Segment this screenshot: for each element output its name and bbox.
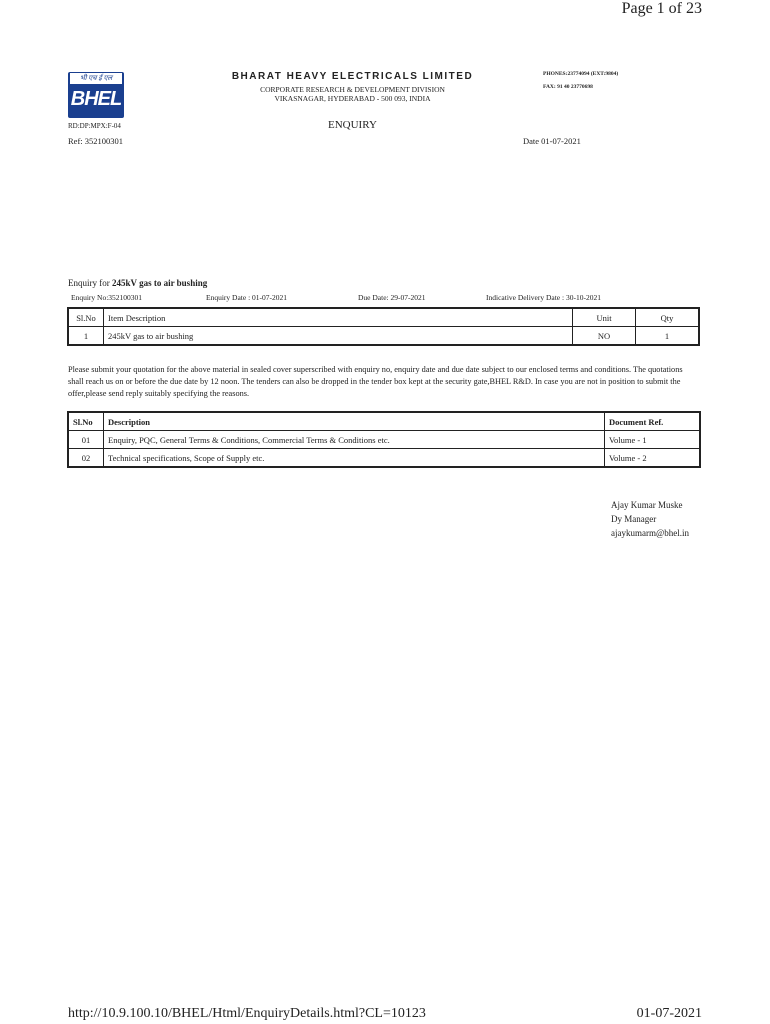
cell-document-ref: Volume - 1 bbox=[605, 431, 701, 449]
col-qty: Qty bbox=[636, 308, 700, 327]
logo-text: BHEL bbox=[70, 88, 122, 110]
table-row bbox=[68, 449, 700, 468]
fax: FAX: 91 40 23770698 bbox=[543, 84, 593, 90]
cell-description: Enquiry, PQC, General Terms & Conditions, Commercial Terms & Conditions etc. bbox=[104, 431, 605, 449]
division-line2: VIKASNAGAR, HYDERABAD - 500 093, INDIA bbox=[274, 94, 431, 103]
items-table-header bbox=[68, 308, 699, 327]
signatory-email: ajaykumarm@bhel.in bbox=[611, 528, 690, 538]
col-item-description: Item Description bbox=[104, 308, 573, 327]
cell-sl-no: 02 bbox=[68, 449, 104, 468]
signatory-name: Ajay Kumar Muske bbox=[611, 500, 683, 510]
division-address bbox=[200, 85, 505, 103]
reference-number: Ref: 352100301 bbox=[68, 136, 124, 146]
documents-table bbox=[67, 411, 701, 468]
division-line1: CORPORATE RESEARCH & DEVELOPMENT DIVISION bbox=[260, 85, 445, 94]
cell-document-ref: Volume - 2 bbox=[605, 449, 701, 468]
due-date: Due Date: 29-07-2021 bbox=[358, 293, 426, 302]
col-document-ref: Document Ref. bbox=[605, 412, 701, 431]
enquiry-for bbox=[68, 278, 207, 288]
col-sl-no: Sl.No bbox=[68, 308, 104, 327]
enquiry-number: Enquiry No:352100301 bbox=[71, 293, 143, 302]
enquiry-for-prefix: Enquiry for bbox=[68, 278, 112, 288]
instructions-paragraph: Please submit your quotation for the above material in sealed cover superscribed with enquiry no, enquiry date and due date subject to our enclosed terms and conditions. The quotations shall reach us on or before the due date by 12 noon. The tenders can also be dropped in the tender box kept at the security gate,BHEL R&D. In case you are not in position to submit the offer,please send reply suitably specifying the reasons. bbox=[68, 365, 683, 398]
document-date: Date 01-07-2021 bbox=[523, 136, 581, 146]
cell-sl-no: 01 bbox=[68, 431, 104, 449]
documents-table-header bbox=[68, 412, 700, 431]
delivery-date: Indicative Delivery Date : 30-10-2021 bbox=[486, 293, 601, 302]
col-description: Description bbox=[104, 412, 605, 431]
cell-description: Technical specifications, Scope of Supply etc. bbox=[104, 449, 605, 468]
cell-sl-no: 1 bbox=[68, 327, 104, 346]
col-unit: Unit bbox=[573, 308, 636, 327]
phones: PHONES:23774094 (EXT:9804) bbox=[543, 71, 619, 77]
signatory-block bbox=[611, 498, 689, 540]
table-row bbox=[68, 327, 699, 346]
table-row bbox=[68, 431, 700, 449]
document-title: ENQUIRY bbox=[328, 119, 377, 131]
cell-qty: 1 bbox=[636, 327, 700, 346]
signatory-designation: Dy Manager bbox=[611, 514, 657, 524]
form-code: RD:DP:MPX:F-04 bbox=[68, 122, 121, 130]
col-sl-no: Sl.No bbox=[68, 412, 104, 431]
footer-url: http://10.9.100.10/BHEL/Html/EnquiryDetails.html?CL=10123 bbox=[68, 1006, 426, 1021]
enquiry-date: Enquiry Date : 01-07-2021 bbox=[206, 293, 288, 302]
logo-hindi-text: भी एच ई एल bbox=[70, 73, 122, 84]
items-table bbox=[67, 307, 700, 346]
page-number: Page 1 of 23 bbox=[621, 0, 702, 17]
company-name: BHARAT HEAVY ELECTRICALS LIMITED bbox=[231, 71, 474, 82]
cell-item-description: 245kV gas to air bushing bbox=[104, 327, 573, 346]
bhel-logo bbox=[68, 72, 124, 118]
enquiry-for-item: 245kV gas to air bushing bbox=[112, 278, 208, 288]
cell-unit: NO bbox=[573, 327, 636, 346]
footer-date: 01-07-2021 bbox=[636, 1006, 702, 1021]
